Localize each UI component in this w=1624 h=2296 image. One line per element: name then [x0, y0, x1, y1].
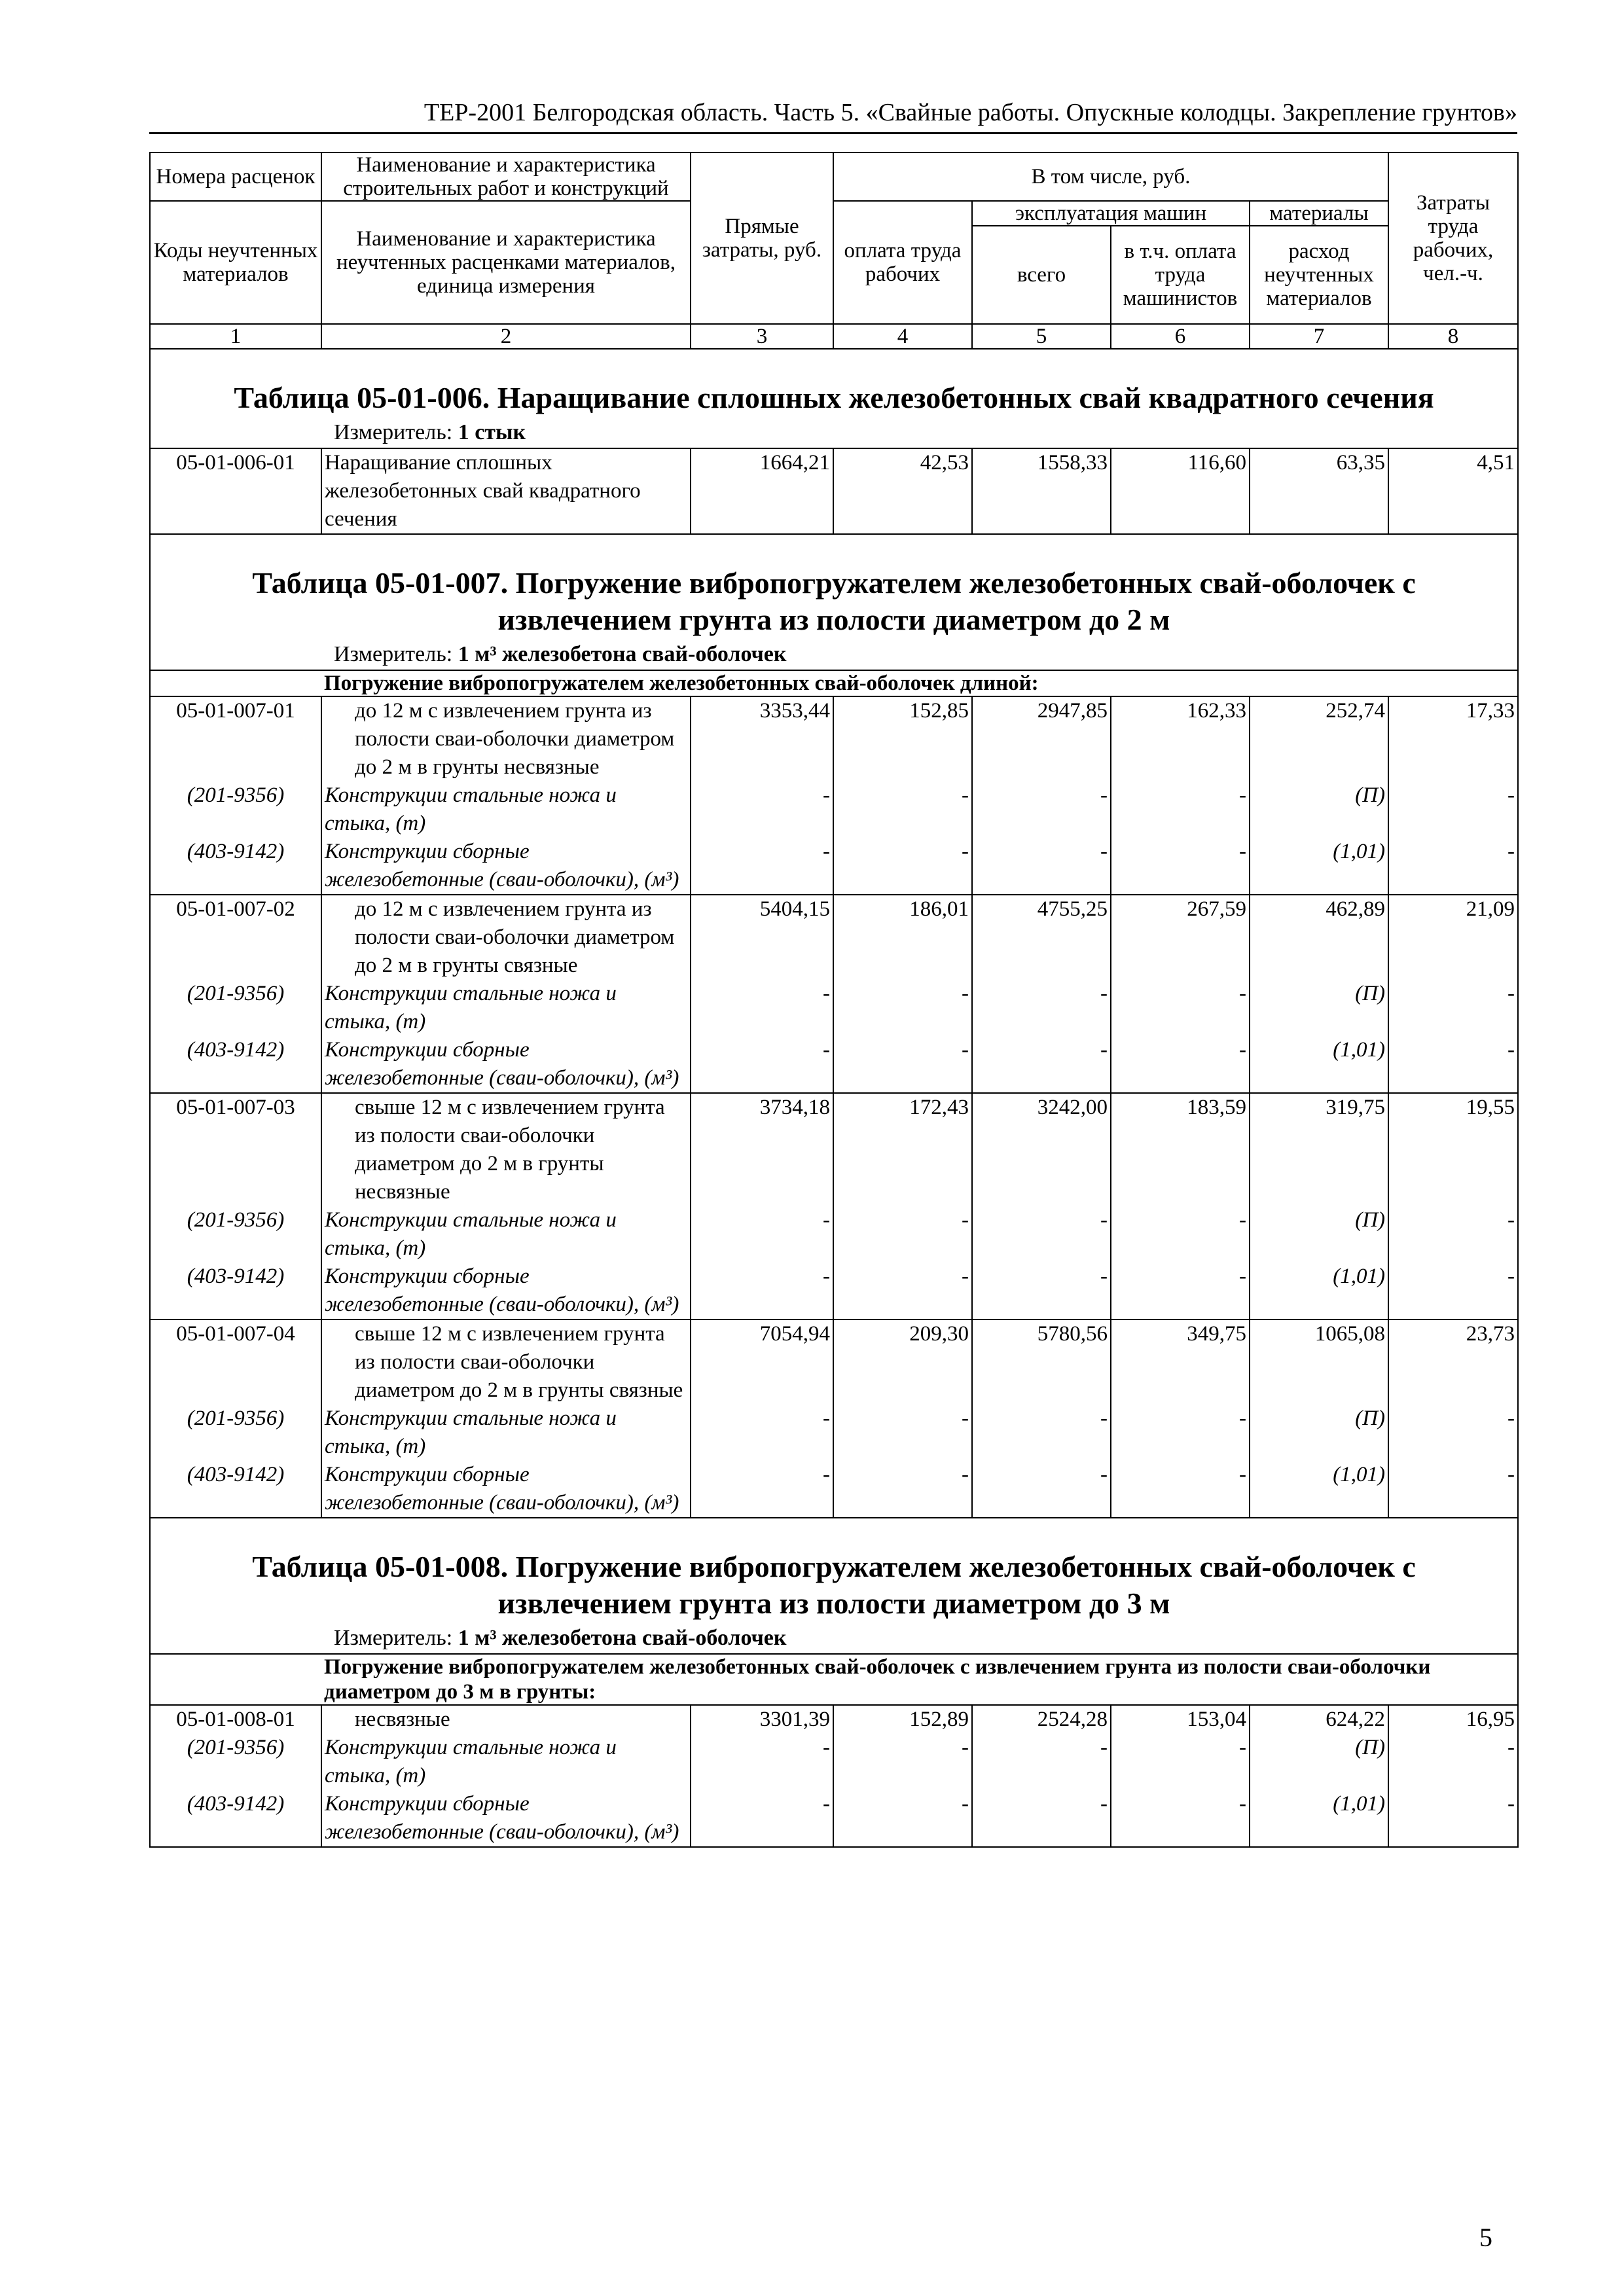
material-code: (201-9356) [150, 1206, 321, 1263]
materials-cost: 252,74 [1250, 696, 1388, 781]
table-row [150, 696, 1518, 781]
material-code: (403-9142) [150, 838, 321, 895]
operator-labor: 349,75 [1111, 1319, 1250, 1405]
direct-cost: 1664,21 [691, 448, 833, 534]
table-title-line: извлечением грунта из полости диаметром до 2 м [497, 603, 1170, 636]
measure-line [151, 1624, 1517, 1653]
running-header: ТЕР-2001 Белгородская область. Часть 5. «Свайные работы. Опускные колодцы. Закрепление грунтов» [149, 93, 1517, 134]
material-name: Конструкции стальные ножа и стыка, (т) [321, 1206, 691, 1263]
dash-value: - [833, 781, 972, 838]
dash-value: - [972, 1263, 1111, 1319]
material-qty: (1,01) [1250, 1790, 1388, 1847]
labor-cost: 152,89 [833, 1705, 972, 1734]
rate-name: Наращивание сплошных железобетонных свай квадратного сечения [321, 448, 691, 534]
machines-header: эксплуатация машин [972, 201, 1250, 226]
dash-value: - [833, 1461, 972, 1518]
material-code: (201-9356) [150, 781, 321, 838]
dash-value: - [691, 1206, 833, 1263]
group-heading: Погружение вибропогружателем железобетонных свай-оболочек с извлечением грунта из полости сваи-оболочки диаметром до 3 м в грунты: [321, 1654, 1518, 1705]
col-number: 1 [150, 324, 321, 349]
material-name: Конструкции сборные железобетонные (сваи-оболочки), (м³) [321, 1263, 691, 1319]
labor-hours: 19,55 [1388, 1093, 1518, 1206]
table-title-line: Таблица 05-01-007. Погружение вибропогружателем железобетонных свай-оболочек с [252, 566, 1416, 600]
dash-value: - [1111, 1036, 1250, 1093]
dash-value: - [1111, 980, 1250, 1036]
material-row [150, 781, 1518, 838]
material-row [150, 1036, 1518, 1093]
table-title [151, 1518, 1517, 1624]
rows-008 [150, 1705, 1518, 1847]
material-name: Конструкции стальные ножа и стыка, (т) [321, 781, 691, 838]
rows-007 [150, 696, 1518, 1518]
material-row [150, 1405, 1518, 1461]
dash-value: - [833, 980, 972, 1036]
materials-cost: 319,75 [1250, 1093, 1388, 1206]
direct-cost: 7054,94 [691, 1319, 833, 1405]
dash-value: - [691, 1461, 833, 1518]
table-section-006 [150, 349, 1518, 448]
material-row [150, 980, 1518, 1036]
measure-value: 1 м³ железобетона свай-оболочек [458, 1626, 787, 1650]
dash-value: - [691, 1036, 833, 1093]
table-row [150, 1093, 1518, 1206]
material-code: (403-9142) [150, 1036, 321, 1093]
labor-hours: 16,95 [1388, 1705, 1518, 1734]
material-name: Конструкции сборные железобетонные (сваи-оболочки), (м³) [321, 838, 691, 895]
dash-value: - [1111, 1405, 1250, 1461]
col-number: 2 [321, 324, 691, 349]
dash-value: - [1388, 1036, 1518, 1093]
operator-labor: 183,59 [1111, 1093, 1250, 1206]
dash-value: - [691, 980, 833, 1036]
rate-name: до 12 м с извлечением грунта из полости сваи-оболочки диаметром до 2 м в грунты связные [321, 895, 691, 980]
table-title-line: Таблица 05-01-008. Погружение вибропогружателем железобетонных свай-оболочек с [252, 1550, 1416, 1583]
col7-header: расход неучтенных материалов [1250, 226, 1388, 324]
dash-value: - [833, 1263, 972, 1319]
labor-hours: 21,09 [1388, 895, 1518, 980]
material-row [150, 838, 1518, 895]
material-qty: (1,01) [1250, 1036, 1388, 1093]
col3-header: Прямые затраты, руб. [691, 152, 833, 324]
dash-value: - [691, 1734, 833, 1790]
material-code: (403-9142) [150, 1263, 321, 1319]
dash-value: - [691, 1790, 833, 1847]
dash-value: - [1388, 838, 1518, 895]
operator-labor: 153,04 [1111, 1705, 1250, 1734]
rate-name: свыше 12 м с извлечением грунта из полости сваи-оболочки диаметром до 2 м в грунты несвязные [321, 1093, 691, 1206]
dash-value: - [833, 1036, 972, 1093]
col-number: 4 [833, 324, 972, 349]
dash-value: - [972, 1461, 1111, 1518]
material-row [150, 1263, 1518, 1319]
measure-label: Измеритель: [334, 642, 453, 666]
direct-cost: 5404,15 [691, 895, 833, 980]
table-section-007 [150, 534, 1518, 670]
table-row [150, 448, 1518, 534]
dash-value: - [1111, 1263, 1250, 1319]
direct-cost: 3353,44 [691, 696, 833, 781]
material-code: (201-9356) [150, 1405, 321, 1461]
machine-cost: 2947,85 [972, 696, 1111, 781]
material-code: (403-9142) [150, 1461, 321, 1518]
dash-value: - [1388, 1405, 1518, 1461]
incl-header: В том числе, руб. [833, 152, 1388, 201]
materials-cost: 1065,08 [1250, 1319, 1388, 1405]
dash-value: - [833, 838, 972, 895]
dash-value: - [972, 1036, 1111, 1093]
material-qty: (П) [1250, 1734, 1388, 1790]
measure-line [151, 641, 1517, 670]
col-number: 3 [691, 324, 833, 349]
table-title: Таблица 05-01-006. Наращивание сплошных железобетонных свай квадратного сечения [234, 381, 1434, 414]
material-name: Конструкции сборные железобетонные (сваи-оболочки), (м³) [321, 1036, 691, 1093]
col-number: 8 [1388, 324, 1518, 349]
dash-value: - [972, 838, 1111, 895]
material-name: Конструкции стальные ножа и стыка, (т) [321, 1734, 691, 1790]
operator-labor: 162,33 [1111, 696, 1250, 781]
machine-cost: 3242,00 [972, 1093, 1111, 1206]
col1-header-bottom: Коды неучтенных материалов [150, 201, 321, 324]
rate-name: свыше 12 м с извлечением грунта из полости сваи-оболочки диаметром до 2 м в грунты связные [321, 1319, 691, 1405]
measure-value: 1 стык [458, 420, 526, 444]
material-code: (201-9356) [150, 1734, 321, 1790]
labor-cost: 42,53 [833, 448, 972, 534]
labor-hours: 17,33 [1388, 696, 1518, 781]
dash-value: - [1388, 1734, 1518, 1790]
material-qty: (П) [1250, 1405, 1388, 1461]
rate-code: 05-01-007-01 [150, 696, 321, 781]
dash-value: - [972, 781, 1111, 838]
col6-header: в т.ч. оплата труда машинистов [1111, 226, 1250, 324]
rate-code: 05-01-006-01 [150, 448, 321, 534]
dash-value: - [1111, 1206, 1250, 1263]
group-heading: Погружение вибропогружателем железобетонных свай-оболочек длиной: [321, 670, 1518, 696]
dash-value: - [833, 1405, 972, 1461]
direct-cost: 3301,39 [691, 1705, 833, 1734]
labor-hours: 4,51 [1388, 448, 1518, 534]
dash-value: - [1111, 838, 1250, 895]
measure-label: Измеритель: [334, 420, 453, 444]
dash-value: - [1111, 1461, 1250, 1518]
dash-value: - [833, 1790, 972, 1847]
table-row [150, 895, 1518, 980]
rates-table [149, 152, 1519, 1848]
dash-value: - [972, 1790, 1111, 1847]
dash-value: - [1388, 1263, 1518, 1319]
col2-header-top: Наименование и характеристика строительных работ и конструкций [321, 152, 691, 201]
machine-cost: 1558,33 [972, 448, 1111, 534]
dash-value: - [1388, 980, 1518, 1036]
material-name: Конструкции сборные железобетонные (сваи-оболочки), (м³) [321, 1790, 691, 1847]
dash-value: - [833, 1734, 972, 1790]
material-row [150, 1734, 1518, 1790]
rate-code: 05-01-007-04 [150, 1319, 321, 1405]
table-title [151, 535, 1517, 641]
material-code: (403-9142) [150, 1790, 321, 1847]
table-title-line: извлечением грунта из полости диаметром до 3 м [497, 1587, 1170, 1620]
operator-labor: 116,60 [1111, 448, 1250, 534]
machine-cost: 2524,28 [972, 1705, 1111, 1734]
material-qty: (П) [1250, 1206, 1388, 1263]
col-number: 5 [972, 324, 1111, 349]
material-qty: (П) [1250, 980, 1388, 1036]
material-name: Конструкции стальные ножа и стыка, (т) [321, 1405, 691, 1461]
material-qty: (1,01) [1250, 1263, 1388, 1319]
dash-value: - [1111, 1734, 1250, 1790]
dash-value: - [1388, 1206, 1518, 1263]
material-row [150, 1206, 1518, 1263]
rate-code: 05-01-008-01 [150, 1705, 321, 1734]
material-qty: (1,01) [1250, 1461, 1388, 1518]
dash-value: - [972, 980, 1111, 1036]
measure-line [151, 419, 1517, 448]
rate-name: несвязные [321, 1705, 691, 1734]
operator-labor: 267,59 [1111, 895, 1250, 980]
material-qty: (П) [1250, 781, 1388, 838]
material-name: Конструкции стальные ножа и стыка, (т) [321, 980, 691, 1036]
labor-cost: 209,30 [833, 1319, 972, 1405]
materials-header: материалы [1250, 201, 1388, 226]
dash-value: - [691, 838, 833, 895]
dash-value: - [1388, 781, 1518, 838]
dash-value: - [1111, 1790, 1250, 1847]
col-number: 6 [1111, 324, 1250, 349]
dash-value: - [1388, 1790, 1518, 1847]
labor-hours: 23,73 [1388, 1319, 1518, 1405]
rate-code: 05-01-007-02 [150, 895, 321, 980]
dash-value: - [833, 1206, 972, 1263]
materials-cost: 63,35 [1250, 448, 1388, 534]
measure-label: Измеритель: [334, 1626, 453, 1650]
rate-code: 05-01-007-03 [150, 1093, 321, 1206]
dash-value: - [691, 1263, 833, 1319]
col8-header: Затраты труда рабочих, чел.-ч. [1388, 152, 1518, 324]
labor-cost: 152,85 [833, 696, 972, 781]
col1-header-top: Номера расценок [150, 152, 321, 201]
dash-value: - [972, 1206, 1111, 1263]
dash-value: - [972, 1405, 1111, 1461]
dash-value: - [1388, 1461, 1518, 1518]
material-qty: (1,01) [1250, 838, 1388, 895]
material-row [150, 1790, 1518, 1847]
page-number: 5 [1479, 2223, 1492, 2252]
table-section-008 [150, 1518, 1518, 1654]
col-number: 7 [1250, 324, 1388, 349]
material-code: (201-9356) [150, 980, 321, 1036]
rate-name: до 12 м с извлечением грунта из полости сваи-оболочки диаметром до 2 м в грунты несвязные [321, 696, 691, 781]
material-name: Конструкции сборные железобетонные (сваи-оболочки), (м³) [321, 1461, 691, 1518]
table-row [150, 1705, 1518, 1734]
labor-cost: 186,01 [833, 895, 972, 980]
dash-value: - [1111, 781, 1250, 838]
machine-cost: 5780,56 [972, 1319, 1111, 1405]
labor-cost: 172,43 [833, 1093, 972, 1206]
col5-header: всего [972, 226, 1111, 324]
direct-cost: 3734,18 [691, 1093, 833, 1206]
materials-cost: 462,89 [1250, 895, 1388, 980]
dash-value: - [691, 781, 833, 838]
dash-value: - [691, 1405, 833, 1461]
dash-value: - [972, 1734, 1111, 1790]
material-row [150, 1461, 1518, 1518]
col2-header-bottom: Наименование и характеристика неучтенных расценками материалов, единица измерения [321, 201, 691, 324]
col4-header: оплата труда рабочих [833, 201, 972, 324]
materials-cost: 624,22 [1250, 1705, 1388, 1734]
table-row [150, 1319, 1518, 1405]
machine-cost: 4755,25 [972, 895, 1111, 980]
measure-value: 1 м³ железобетона свай-оболочек [458, 642, 787, 666]
